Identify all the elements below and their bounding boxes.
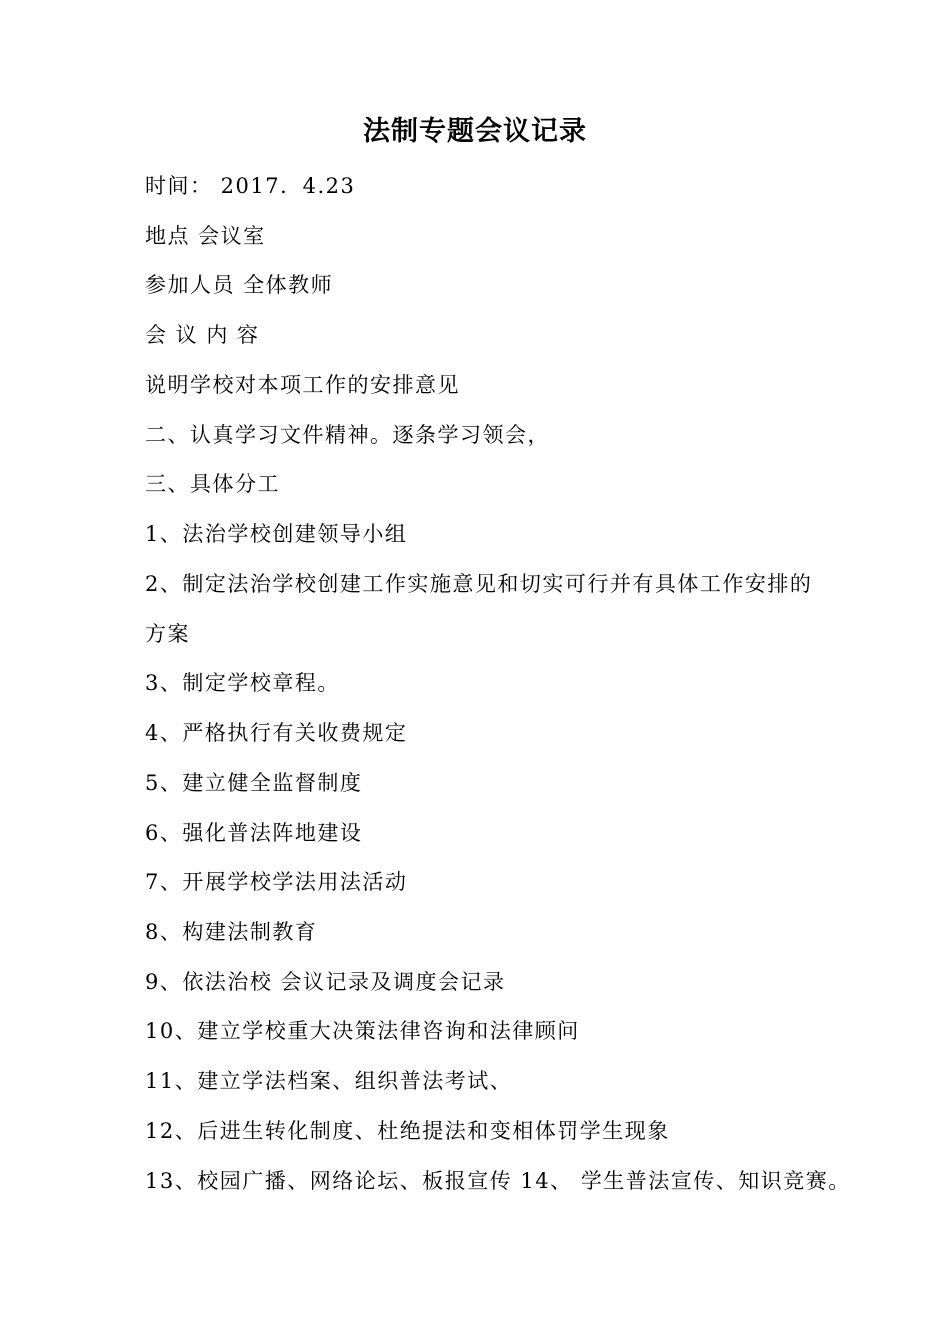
list-item: 1、法治学校创建领导小组 bbox=[145, 522, 408, 546]
list-item: 2、制定法治学校创建工作实施意见和切实可行并有具体工作安排的 bbox=[145, 572, 813, 596]
meeting-time: 时间： 2017．4.23 bbox=[145, 174, 356, 198]
list-item: 12、后进生转化制度、杜绝提法和变相体罚学生现象 bbox=[145, 1119, 670, 1143]
document-title: 法制专题会议记录 bbox=[363, 116, 587, 147]
list-item: 5、建立健全监督制度 bbox=[145, 771, 363, 795]
meeting-participants: 参加人员 全体教师 bbox=[145, 273, 334, 297]
list-item: 11、建立学法档案、组织普法考试、 bbox=[145, 1069, 513, 1093]
paragraph-line: 说明学校对本项工作的安排意见 bbox=[145, 373, 460, 397]
list-item: 6、强化普法阵地建设 bbox=[145, 821, 363, 845]
list-item: 9、依法治校 会议记录及调度会记录 bbox=[145, 970, 506, 994]
list-item: 8、构建法制教育 bbox=[145, 920, 318, 944]
meeting-location: 地点 会议室 bbox=[145, 224, 266, 248]
list-item: 13、校园广播、网络论坛、板报宣传 14、 学生普法宣传、知识竞赛。 bbox=[145, 1169, 851, 1193]
list-item: 3、制定学校章程。 bbox=[145, 671, 340, 695]
list-item-continuation: 方案 bbox=[145, 622, 190, 646]
list-item: 7、开展学校学法用法活动 bbox=[145, 870, 408, 894]
meeting-content-heading: 会 议 内 容 bbox=[145, 323, 260, 347]
list-item: 10、建立学校重大决策法律咨询和法律顾问 bbox=[145, 1019, 580, 1043]
section-heading: 三、具体分工 bbox=[145, 472, 280, 496]
list-item: 4、严格执行有关收费规定 bbox=[145, 721, 408, 745]
paragraph-line: 二、认真学习文件精神。逐条学习领会， bbox=[145, 423, 550, 447]
